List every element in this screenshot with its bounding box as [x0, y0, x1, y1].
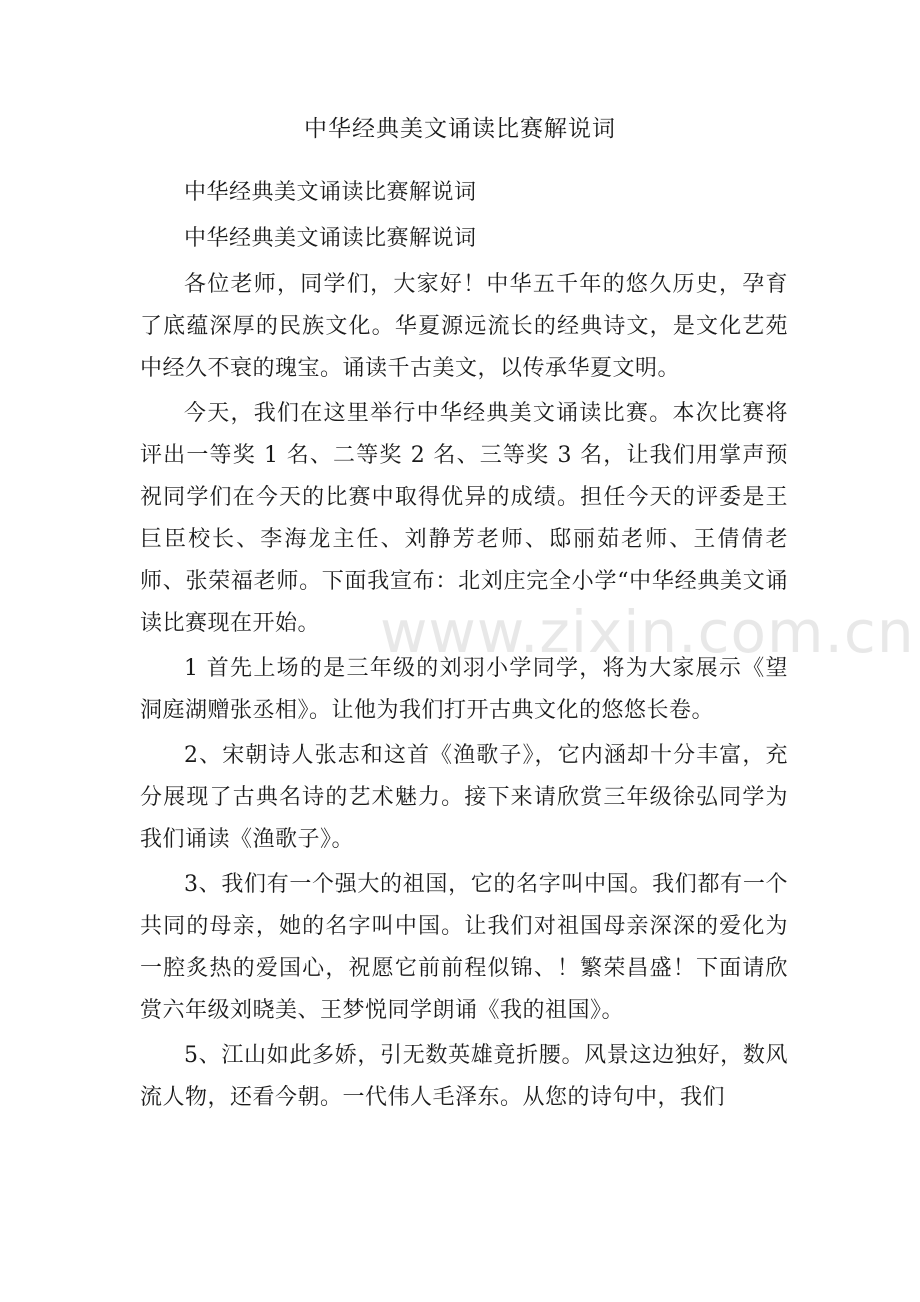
- document-title: 中华经典美文诵读比赛解说词: [304, 116, 616, 142]
- paragraph-opening: 今天，我们在这里举行中华经典美文诵读比赛。本次比赛将评出一等奖 1 名、二等奖 2 名、三等奖 3 名，让我们用掌声预祝同学们在今天的比赛中取得优异的成绩。担任今天的评委是王巨臣校长、李海龙主任、刘静芳老师、邸丽茹老师、王倩倩老师、张荣福老师。下面我宣布：北刘庄完全小学“中华经典美文诵读比赛现在开始。: [140, 401, 788, 636]
- paragraph-greeting: 各位老师，同学们，大家好！中华五千年的悠久历史，孕育了底蕴深厚的民族文化。华夏源远流长的经典诗文，是文化艺苑中经久不衰的瑰宝。诵读千古美文，以传承华夏文明。: [140, 272, 788, 381]
- paragraph-item-2: 2、宋朝诗人张志和这首《渔歌子》，它内涵却十分丰富，充分展现了古典名诗的艺术魅力。接下来请欣赏三年级徐弘同学为我们诵读《渔歌子》。: [140, 743, 788, 852]
- paragraph-item-5: 5、江山如此多娇，引无数英雄竟折腰。风景这边独好，数风流人物，还看今朝。一代伟人毛泽东。从您的诗句中，我们: [140, 1043, 788, 1110]
- paragraph-item-1: 1 首先上场的是三年级的刘羽小学同学，将为大家展示《望洞庭湖赠张丞相》。让他为我们打开古典文化的悠悠长卷。: [140, 656, 788, 723]
- subtitle-line-1: 中华经典美文诵读比赛解说词: [184, 180, 477, 205]
- paragraph-item-3: 3、我们有一个强大的祖国，它的名字叫中国。我们都有一个共同的母亲，她的名字叫中国。让我们对祖国母亲深深的爱化为一腔炙热的爱国心，祝愿它前前程似锦、！繁荣昌盛！下面请欣赏六年级刘晓美、王梦悦同学朗诵《我的祖国》。: [140, 872, 788, 1023]
- document-body: [140, 172, 788, 1122]
- watermark: www.zixin.com.cn: [380, 598, 915, 666]
- subtitle-line-2: 中华经典美文诵读比赛解说词: [184, 226, 477, 251]
